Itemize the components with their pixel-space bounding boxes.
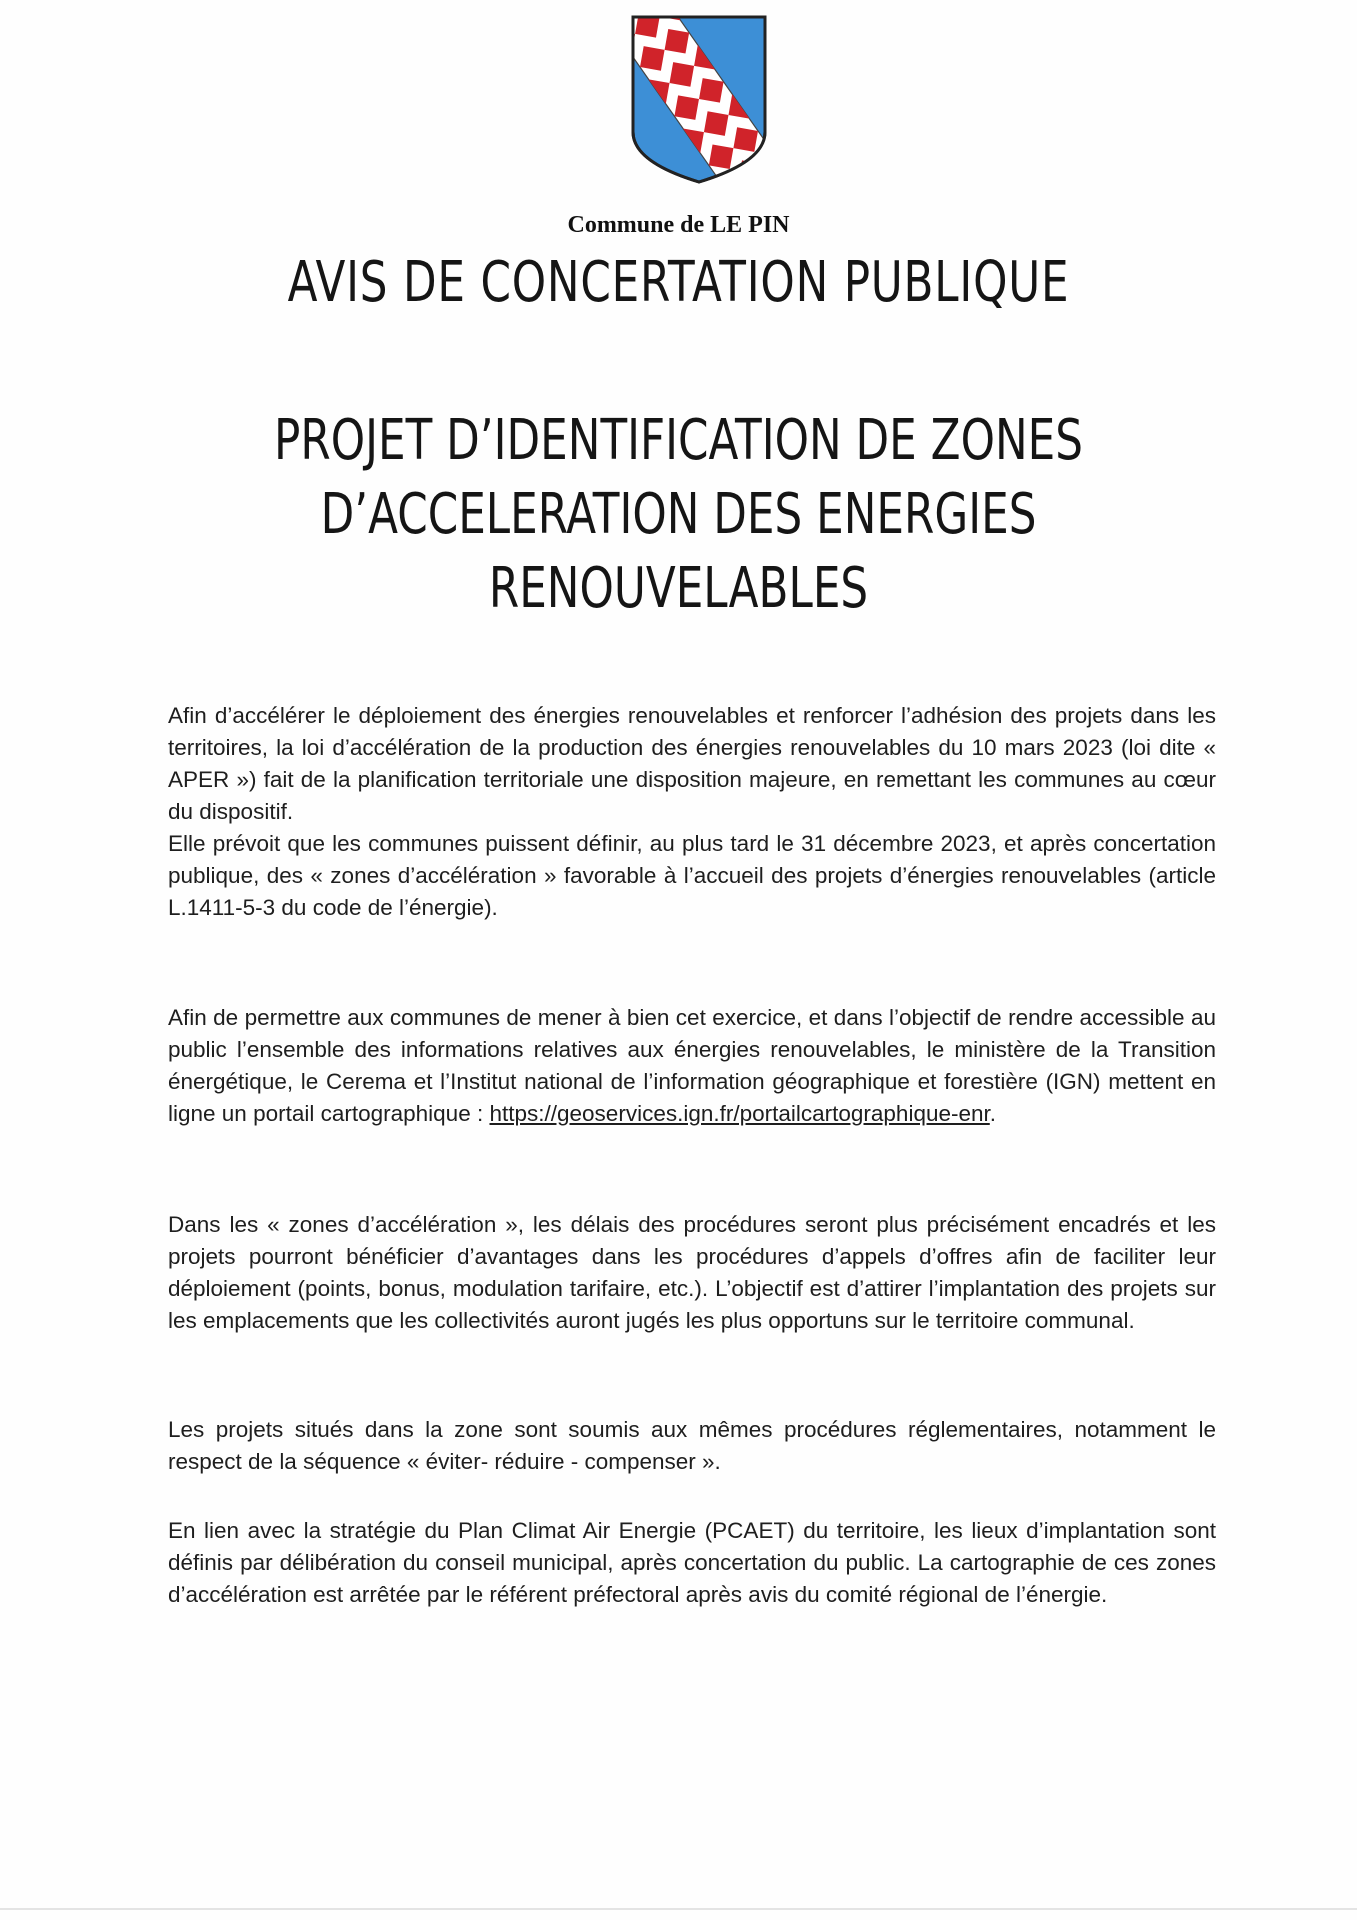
paragraph-portal xyxy=(168,1002,1216,1130)
project-title-line: PROJET D’IDENTIFICATION DE ZONES xyxy=(274,408,1083,473)
paragraph-text: Les projets situés dans la zone sont soumis aux mêmes procédures réglementaires, notamment le respect de la séquence « éviter- réduire - compenser ». xyxy=(168,1417,1216,1474)
paragraph-text: En lien avec la stratégie du Plan Climat Air Energie (PCAET) du territoire, les lieux d’implantation sont définis par délibération du conseil municipal, après concertation du public. La cartographie de ces zones d’accélération est arrêtée par le référent préfectoral après avis du comité régional de l’énergie. xyxy=(168,1518,1216,1607)
paragraph-text xyxy=(168,1002,1216,1130)
notice-title: AVIS DE CONCERTATION PUBLIQUE xyxy=(287,250,1070,315)
paragraph-intro xyxy=(168,700,1216,924)
coat-of-arms-icon xyxy=(630,14,768,188)
paragraph-zones xyxy=(168,1209,1216,1337)
paragraph-text: Dans les « zones d’accélération », les délais des procédures seront plus précisément encadrés et les projets pourront bénéficier d’avantages dans les procédures d’appels d’offres afin de faciliter leur déploiement (points, bonus, modulation tarifaire, etc.). L’objectif est d’attirer l’implantation des projets sur les emplacements que les collectivités auront jugés les plus opportuns sur le territoire communal. xyxy=(168,1212,1216,1333)
period: . xyxy=(989,1101,997,1126)
page-edge xyxy=(0,1908,1357,1910)
project-title-line: RENOUVELABLES xyxy=(488,556,869,621)
paragraph-text: Afin d’accélérer le déploiement des énergies renouvelables et renforcer l’adhésion des projets dans les territoires, la loi d’accélération de la production des énergies renouvelables du 10 mars 2023 (loi dite « APER ») fait de la planification territoriale une disposition majeure, en remettant les communes au cœur du dispositif. xyxy=(168,703,1216,824)
paragraph-text: Elle prévoit que les communes puissent définir, au plus tard le 31 décembre 2023, et après concertation publique, des « zones d’accélération » favorable à l’accueil des projets d’énergies renouvelables (article L.1411-5-3 du code de l’énergie). xyxy=(168,831,1216,920)
project-title-line: D’ACCELERATION DES ENERGIES xyxy=(320,482,1037,547)
paragraph-procedures xyxy=(168,1414,1216,1478)
portal-description: Afin de permettre aux communes de mener à bien cet exercice, et dans l’objectif de rendre accessible au public l’ensemble des informations relatives aux énergies renouvelables, le ministère de la Transition énergétique, le Cerema et l’Institut national de l’information géographique et forestière (IGN) mettent en ligne un portail cartographique : xyxy=(168,1005,1216,1126)
project-title xyxy=(149,404,1207,626)
portal-link[interactable]: https://geoservices.ign.fr/portailcartographique-enr xyxy=(489,1101,990,1126)
paragraph-pcaet xyxy=(168,1515,1216,1611)
commune-name: Commune de LE PIN xyxy=(567,212,790,238)
